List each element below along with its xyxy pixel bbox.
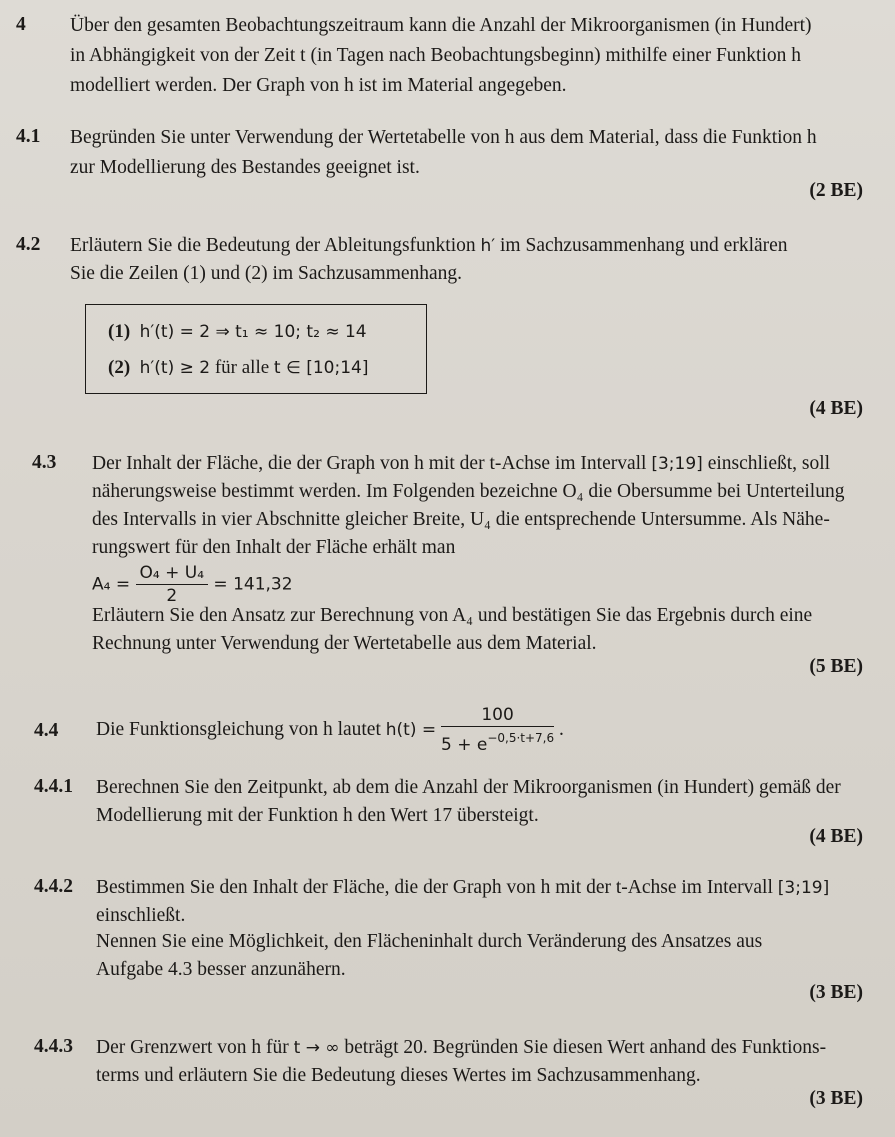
task4-3-line1-pre: Der Inhalt der Fläche, die der Graph von h mit der t-Achse im Intervall <box>92 453 652 474</box>
task4-4-lhs: h(t) = <box>385 720 437 740</box>
task4-3-points: (5 BE) <box>809 656 863 677</box>
task4-4-2-points: (3 BE) <box>809 982 863 1003</box>
task4-4-2-line3: Nennen Sie eine Möglichkeit, den Flächeninhalt durch Veränderung des Ansatzes aus <box>96 931 763 952</box>
task4-2-line2: Sie die Zeilen (1) und (2) im Sachzusammenhang. <box>70 263 463 284</box>
task4-4-den-base: 5 + e <box>441 735 488 755</box>
box-line-2-label: (2) <box>108 357 131 378</box>
task4-3-line5: Erläutern Sie den Ansatz zur Berechnung von A₄ und bestätigen Sie das Ergebnis durch eine <box>92 605 813 626</box>
task4-4-3-line1-post: beträgt 20. Begründen Sie diesen Wert anhand des Funktions- <box>339 1037 827 1058</box>
task4-intro-line1: Über den gesamten Beobachtungszeitraum kann die Anzahl der Mikroorganismen (in Hundert) <box>70 15 812 36</box>
task4-4-numerator: 100 <box>441 704 554 727</box>
formula-denominator: 2 <box>166 586 178 606</box>
task4-2-statement-box <box>85 304 427 394</box>
box-line-2-set: t ∈ [10;14] <box>273 358 369 378</box>
task4-4-2-line1 <box>96 876 829 900</box>
formula-numerator: O₄ + U₄ <box>136 562 209 585</box>
task-number-4-4-2: 4.4.2 <box>34 876 73 897</box>
task4-4-3-points: (3 BE) <box>809 1088 863 1109</box>
task4-4-line <box>96 704 564 756</box>
task-number-4-2: 4.2 <box>16 234 41 255</box>
task4-4-end: . <box>559 719 564 740</box>
task4-4-3-limit: t → ∞ <box>293 1038 340 1058</box>
task4-3-formula <box>92 562 293 607</box>
task-number-4-4: 4.4 <box>34 720 59 741</box>
formula-lhs: A₄ = <box>92 574 131 595</box>
box-line-2 <box>108 357 368 379</box>
task4-1-line1: Begründen Sie unter Verwendung der Wertetabelle von h aus dem Material, dass die Funktion h <box>70 127 817 148</box>
task4-4-2-line2: einschließt. <box>96 905 186 926</box>
task4-4-1-line2: Modellierung mit der Funktion h den Wert 17 übersteigt. <box>96 805 539 826</box>
task4-intro-line2: in Abhängigkeit von der Zeit t (in Tagen nach Beobachtungsbeginn) mithilfe einer Funktion h <box>70 45 801 66</box>
box-line-1-math: h′(t) = 2 ⇒ t₁ ≈ 10; t₂ ≈ 14 <box>139 322 367 342</box>
task4-2-line1-pre: Erläutern Sie die Bedeutung der Ableitungsfunktion <box>70 235 481 256</box>
task4-4-1-points: (4 BE) <box>809 826 863 847</box>
task4-3-line1 <box>92 452 830 476</box>
task4-4-2-line1-pre: Bestimmen Sie den Inhalt der Fläche, die der Graph von h mit der t-Achse im Intervall <box>96 877 778 898</box>
formula-rhs: = 141,32 <box>213 574 293 595</box>
formula-fraction <box>136 562 209 607</box>
task4-4-fraction <box>441 704 554 756</box>
task4-2-line1-post: im Sachzusammenhang und erklären <box>495 235 788 256</box>
box-line-1-label: (1) <box>108 321 131 342</box>
task4-3-line6: Rechnung unter Verwendung der Wertetabelle aus dem Material. <box>92 633 597 654</box>
box-line-2-math: h′(t) ≥ 2 <box>139 358 211 378</box>
task-number-4-4-3: 4.4.3 <box>34 1036 73 1057</box>
task4-3-line1-post: einschließt, soll <box>702 453 831 474</box>
task4-4-denominator <box>441 727 554 756</box>
task4-3-line2: näherungsweise bestimmt werden. Im Folgenden bezeichne O₄ die Obersumme bei Unterteilung <box>92 481 845 502</box>
box-line-1 <box>108 321 367 343</box>
task-number-4-3: 4.3 <box>32 452 57 473</box>
task-number-4-4-1: 4.4.1 <box>34 776 73 797</box>
task-number-4-1: 4.1 <box>16 126 41 147</box>
task4-4-2-interval: [3;19] <box>777 878 830 898</box>
task4-4-exponent: −0,5·t+7,6 <box>487 731 555 745</box>
task-number-4: 4 <box>16 14 26 35</box>
task4-3-line4: rungswert für den Inhalt der Fläche erhält man <box>92 537 456 558</box>
task4-3-interval: [3;19] <box>651 454 703 474</box>
task4-4-3-line1 <box>96 1036 826 1060</box>
task4-4-3-line1-pre: Der Grenzwert von h für <box>96 1037 294 1058</box>
task4-2-points: (4 BE) <box>809 398 863 419</box>
task4-1-line2: zur Modellierung des Bestandes geeignet ist. <box>70 157 420 178</box>
task4-4-3-line2: terms und erläutern Sie die Bedeutung dieses Wertes im Sachzusammenhang. <box>96 1065 701 1086</box>
task4-2-line1 <box>70 234 788 258</box>
task4-4-1-line1: Berechnen Sie den Zeitpunkt, ab dem die Anzahl der Mikroorganismen (in Hundert) gemäß der <box>96 777 841 798</box>
task4-1-points: (2 BE) <box>809 180 863 201</box>
task4-intro-line3: modelliert werden. Der Graph von h ist im Material angegeben. <box>70 75 567 96</box>
task4-4-text: Die Funktionsgleichung von h lautet <box>96 719 386 740</box>
task4-4-2-line4: Aufgabe 4.3 besser anzunähern. <box>96 959 346 980</box>
task4-2-derivative: h′ <box>480 236 496 256</box>
task4-3-line3: des Intervalls in vier Abschnitte gleicher Breite, U₄ die entsprechende Untersumme. Als Nähe- <box>92 509 830 530</box>
box-line-2-text: für alle <box>210 357 274 378</box>
